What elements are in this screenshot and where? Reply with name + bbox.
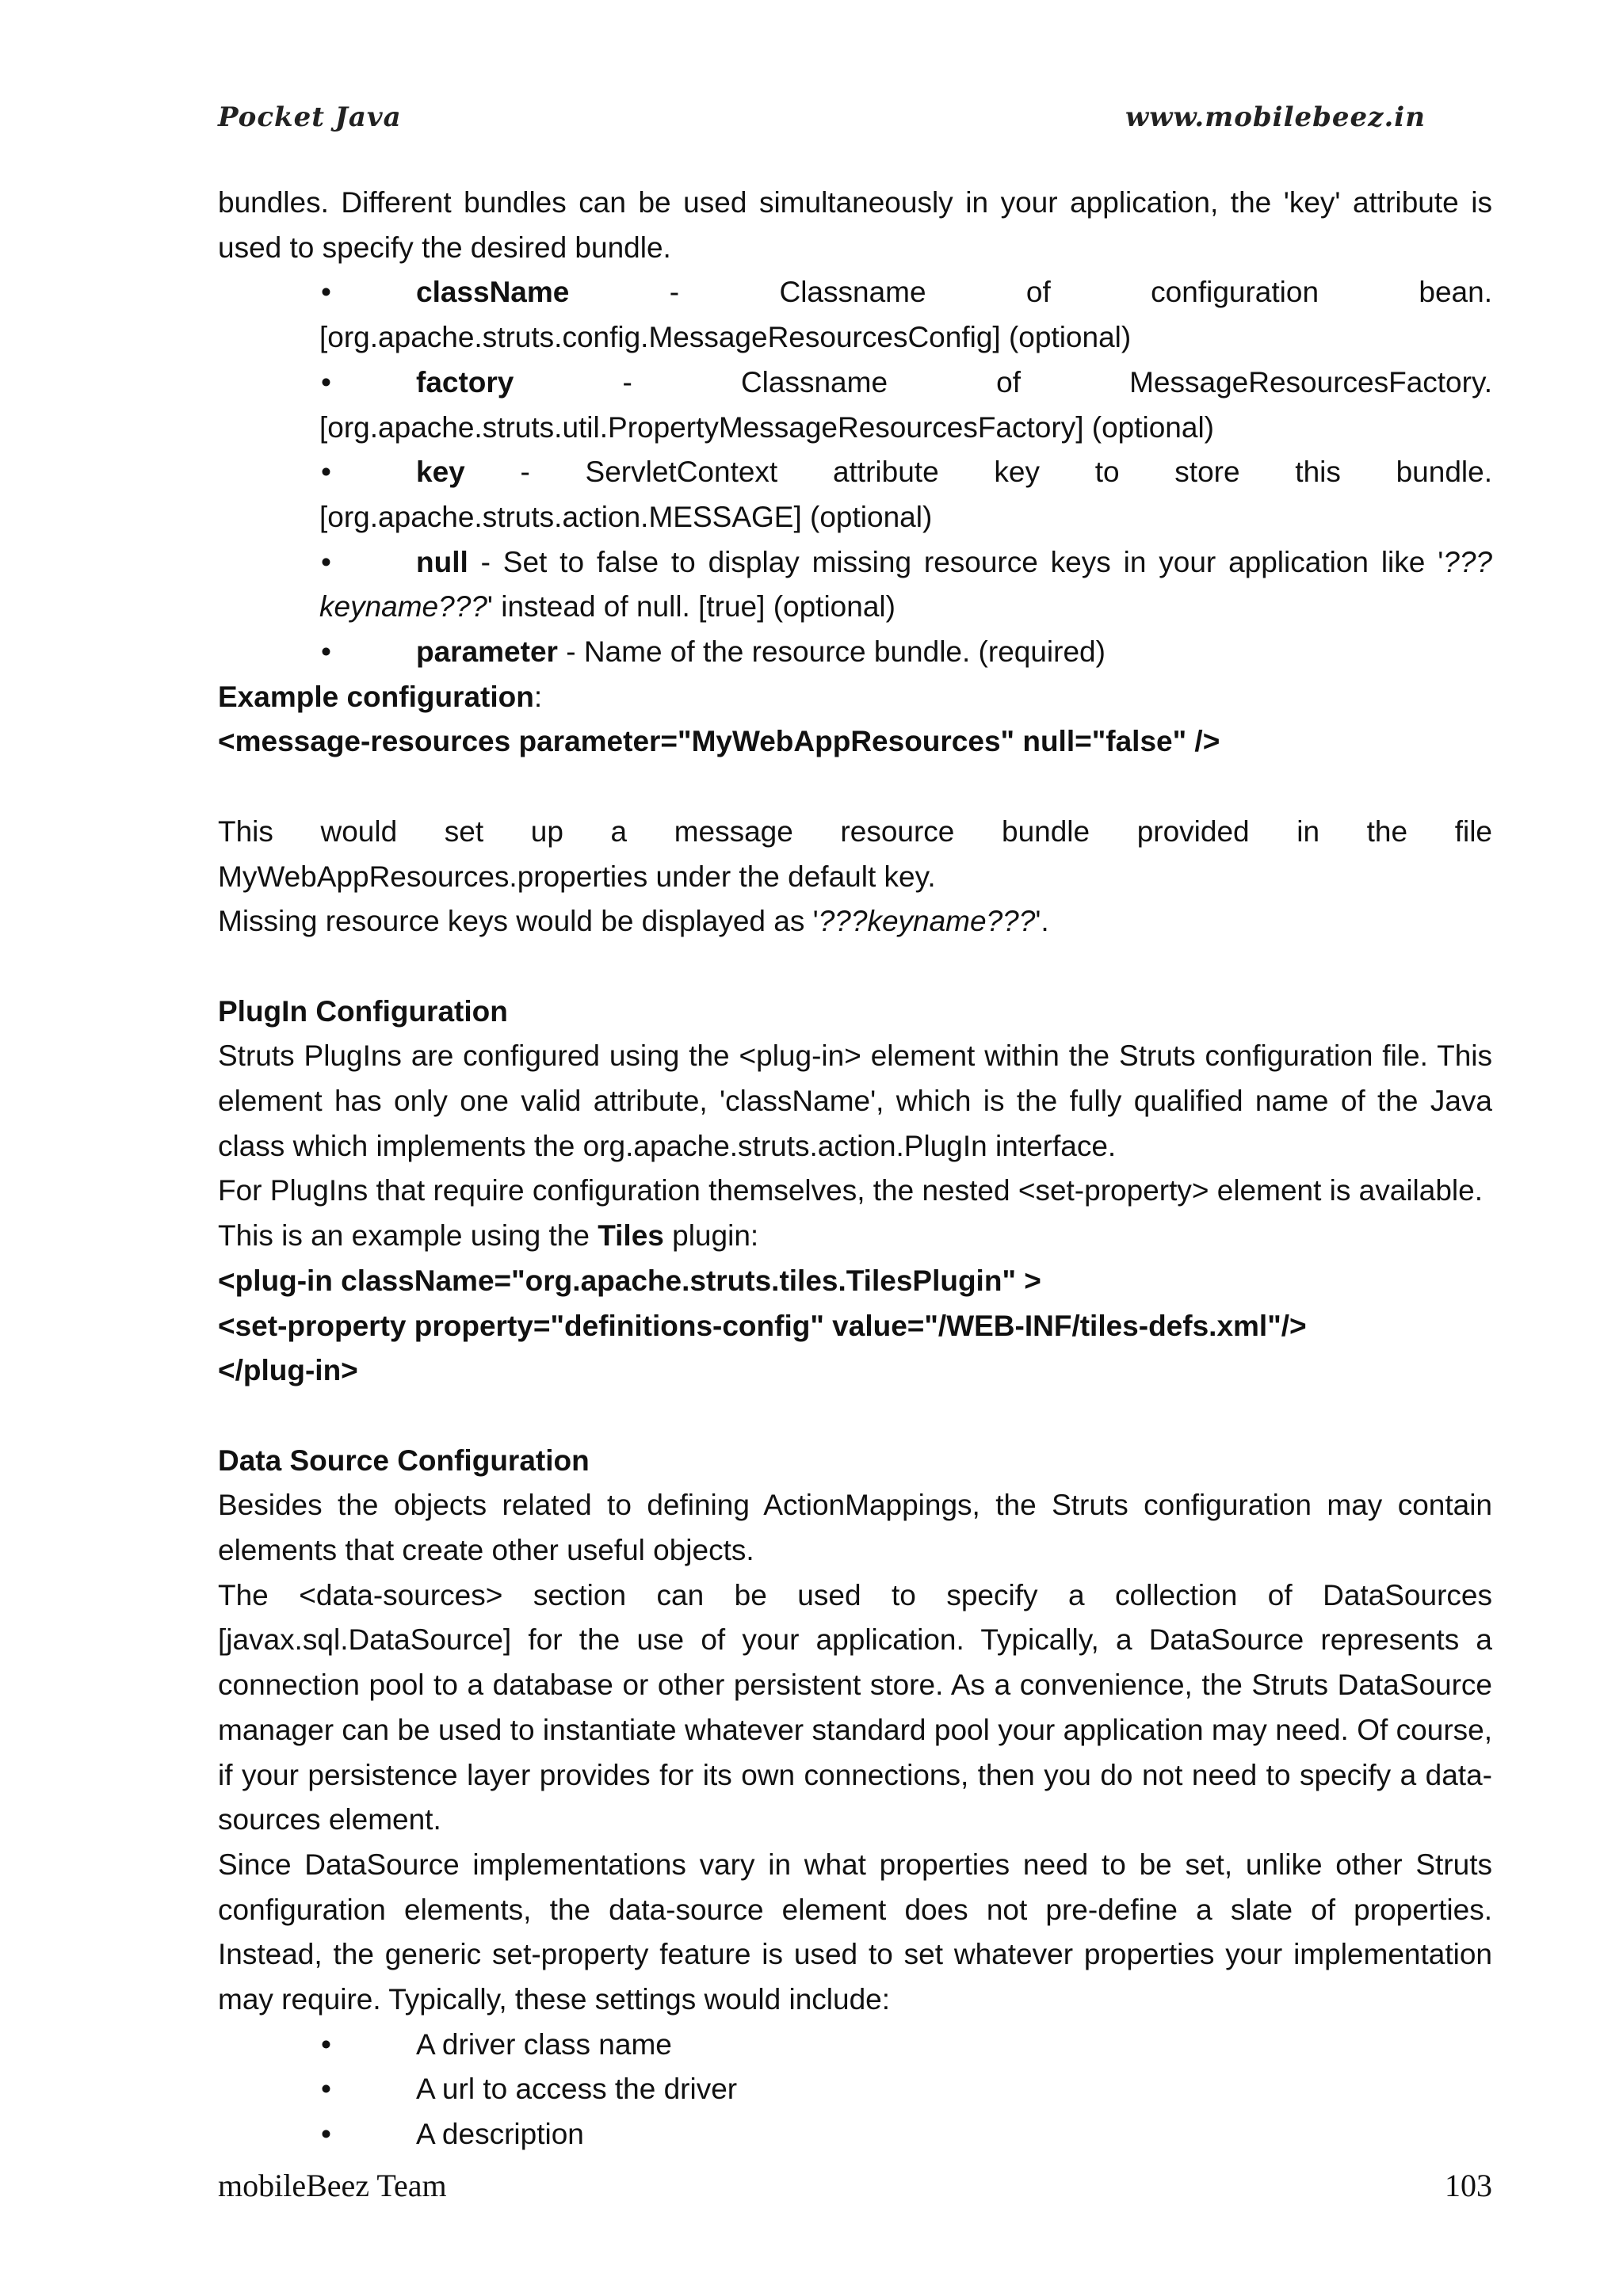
bullet-icon: •: [321, 276, 331, 309]
attribute-desc: Name of the resource bundle. (required): [583, 635, 1106, 669]
plugin-code-line: <plug-in className="org.apache.struts.tiles.TilesPlugin" >: [218, 1264, 1041, 1297]
plugin-code-line: <set-property property="definitions-config" value="/WEB-INF/tiles-defs.xml"/>: [218, 1309, 1307, 1342]
spacer: [218, 1394, 1492, 1439]
attribute-desc: Classname of MessageResourcesFactory. [org.apache.struts.util.PropertyMessageResourcesFactory] (optional): [319, 365, 1492, 444]
list-item: • A url to access the driver: [218, 2067, 1492, 2112]
plugin-paragraph: For PlugIns that require configuration themselves, the nested <set-property> element is available.: [218, 1174, 1483, 1207]
attribute-name: factory: [416, 365, 514, 399]
plugin-code-line: </plug-in>: [218, 1354, 358, 1387]
attribute-item: • key - ServletContext attribute key to store this bundle. [org.apache.struts.action.MESSAGE] (optional): [218, 450, 1492, 540]
attribute-name: null: [416, 545, 468, 578]
bullet-icon: •: [321, 2073, 331, 2106]
attribute-item: • className - Classname of configuration bean. [org.apache.struts.config.MessageResourcesConfig] (optional): [218, 270, 1492, 360]
spacer: [218, 765, 1492, 810]
example-code: <message-resources parameter="MyWebAppResources" null="false" />: [218, 725, 1220, 758]
section-heading-plugin: PlugIn Configuration: [218, 994, 508, 1028]
datasource-paragraph: The <data-sources> section can be used to specify a collection of DataSources [javax.sql.DataSource] for the use of your application. Typically, a DataSource represents a connection pool to a database or other persistent store. As a convenience, the Struts DataSource manager can be used to instantiate whatever standard pool your application may need. Of course, if your persistence layer provides for its own connections, then you do not need to specify a data-sources element.: [218, 1578, 1492, 1836]
attribute-name: className: [416, 276, 570, 309]
bullet-icon: •: [321, 2118, 331, 2151]
attribute-item: • null - Set to false to display missing resource keys in your application like '??? keyname???' instead of null. [true] (optional): [218, 540, 1492, 630]
section-heading-datasource: Data Source Configuration: [218, 1444, 590, 1477]
bullet-icon: •: [321, 456, 331, 489]
bullet-icon: •: [321, 365, 331, 399]
example-label: Example configuration:: [218, 680, 543, 713]
footer-team: mobileBeez Team: [218, 2168, 447, 2203]
example-note-missing-keys: Missing resource keys would be displayed as '???keyname???'.: [218, 905, 1049, 938]
attribute-item: • factory - Classname of MessageResourcesFactory. [org.apache.struts.util.PropertyMessageResourcesFactory] (optional): [218, 360, 1492, 450]
spacer: [218, 944, 1492, 990]
list-item: • A driver class name: [218, 2023, 1492, 2068]
plugin-paragraph: This is an example using the Tiles plugin:: [218, 1219, 759, 1253]
datasource-paragraph: Besides the objects related to defining ActionMappings, the Struts configuration may contain elements that create other useful objects.: [218, 1489, 1492, 1567]
intro-paragraph: bundles. Different bundles can be used simultaneously in your application, the 'key' attribute is used to specify the desired bundle.: [218, 186, 1492, 264]
datasource-paragraph: Since DataSource implementations vary in what properties need to be set, unlike other Struts configuration elements, the data-source element does not pre-define a slate of properties. Instead, the generic set-property feature is used to set whatever properties your implementation may require. Typically, these settings would include:: [218, 1848, 1492, 2016]
bullet-icon: •: [321, 2027, 331, 2061]
page-number: 103: [1445, 2168, 1492, 2203]
attribute-desc: Classname of configuration bean. [org.apache.struts.config.MessageResourcesConfig] (optional): [319, 276, 1492, 354]
attribute-example-italic: ??? keyname???: [319, 545, 1492, 624]
running-header-title: Pocket Java: [218, 101, 402, 133]
attribute-desc: ServletContext attribute key to store this bundle. [org.apache.struts.action.MESSAGE] (optional): [319, 456, 1492, 533]
example-note-paragraph: This would set up a message resource bundle provided in the file MyWebAppResources.properties under the default key.: [218, 814, 1492, 893]
list-item: • A description: [218, 2112, 1492, 2157]
plugin-paragraph: Struts PlugIns are configured using the <plug-in> element within the Struts configuration file. This element has only one valid attribute, 'className', which is the fully qualified name of the Java class which implements the org.apache.struts.action.PlugIn interface.: [218, 1039, 1492, 1162]
running-header-url: www.mobilebeez.in: [1125, 101, 1426, 133]
page-body: [218, 181, 1492, 2157]
bullet-icon: •: [321, 635, 331, 669]
attribute-name: key: [416, 456, 465, 489]
attribute-name: parameter: [416, 635, 558, 669]
attribute-item: • parameter - Name of the resource bundle. (required): [218, 630, 1492, 675]
bullet-icon: •: [321, 545, 331, 578]
